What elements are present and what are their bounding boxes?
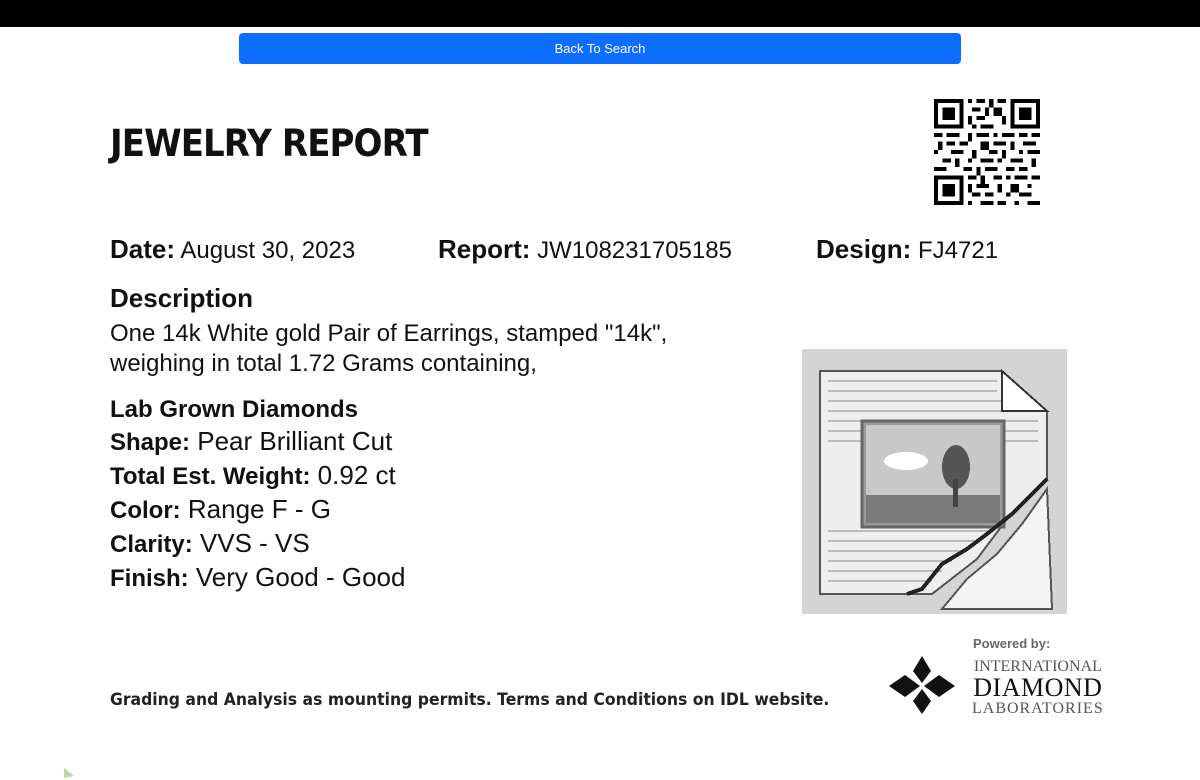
- stones-heading: Lab Grown Diamonds: [110, 396, 359, 423]
- idl-line-2: DIAMOND: [973, 673, 1103, 702]
- report-title: JEWELRY REPORT: [110, 122, 428, 165]
- stone-row-finish: [110, 561, 405, 595]
- footer-note: Grading and Analysis as mounting permits. Terms and Conditions on IDL website.: [110, 690, 830, 710]
- date-label: Date:: [110, 234, 176, 264]
- design-label: Design:: [816, 234, 912, 264]
- broken-image-icon: [802, 349, 1067, 614]
- corner-mark-icon: [64, 768, 74, 778]
- stone-value: Pear Brilliant Cut: [197, 426, 393, 456]
- stone-label: Color:: [110, 497, 181, 524]
- report-design: [816, 234, 998, 265]
- powered-by-label: Powered by:: [973, 636, 1051, 651]
- idl-diamond-logo-icon: [887, 654, 957, 716]
- stone-row-clarity: [110, 527, 405, 561]
- idl-line-3: LABORATORIES: [972, 700, 1104, 717]
- back-to-search-button[interactable]: Back To Search: [239, 33, 961, 64]
- stone-label: Finish:: [110, 565, 189, 592]
- stone-label: Clarity:: [110, 531, 193, 558]
- report-value: JW108231705185: [537, 237, 732, 264]
- date-value: August 30, 2023: [180, 237, 356, 264]
- idl-line-1: INTERNATIONAL: [973, 658, 1102, 675]
- stone-value: 0.92 ct: [317, 460, 396, 490]
- design-value: FJ4721: [918, 237, 999, 264]
- description-text: [110, 319, 750, 379]
- stone-label: Shape:: [110, 429, 191, 456]
- stone-value: Very Good - Good: [195, 562, 406, 592]
- stone-row-color: [110, 493, 405, 527]
- idl-wordmark: [972, 658, 1104, 718]
- stones-section: [110, 395, 405, 595]
- stone-value: VVS - VS: [199, 528, 310, 558]
- top-bar: [0, 0, 1200, 27]
- stone-value: Range F - G: [187, 494, 331, 524]
- description-heading: Description: [110, 283, 254, 313]
- description-line-1: One 14k White gold Pair of Earrings, stamped "14k",: [110, 320, 668, 347]
- description-line-2: weighing in total 1.72 Grams containing,: [110, 350, 537, 377]
- stone-row-shape: [110, 425, 405, 459]
- stone-row-weight: [110, 459, 405, 493]
- qr-code-icon: [934, 99, 1040, 205]
- stone-label: Total Est. Weight:: [110, 463, 311, 490]
- report-number: [438, 234, 732, 265]
- report-date: [110, 234, 355, 265]
- report-label: Report:: [438, 234, 531, 264]
